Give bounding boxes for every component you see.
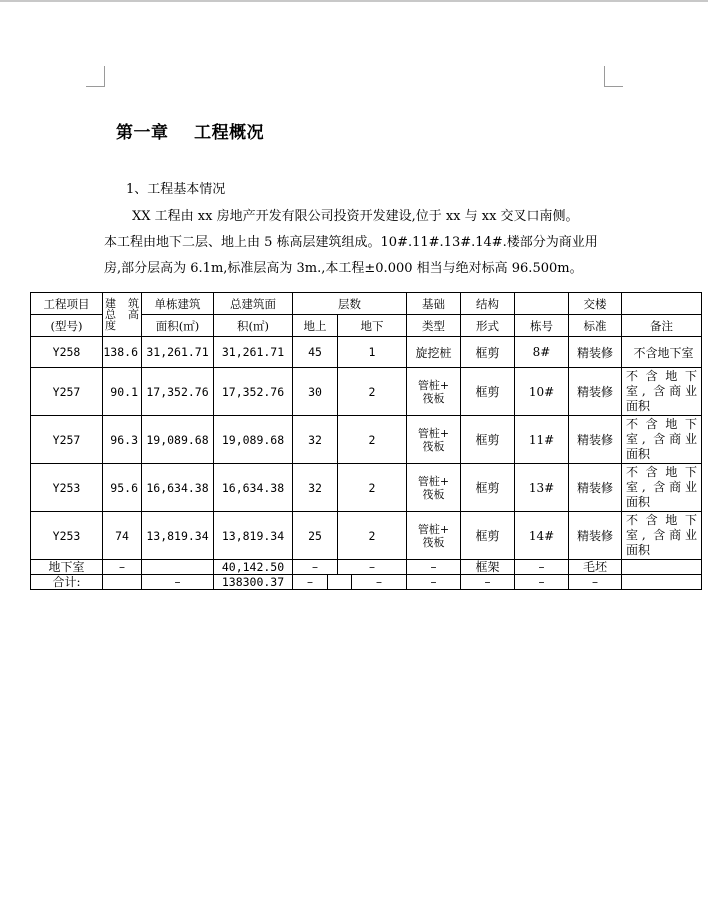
cell-foundation: –	[407, 575, 461, 590]
overview-paragraph	[104, 204, 614, 282]
cell-unit-area: 31,261.71	[142, 337, 214, 368]
cell-below: 2	[338, 416, 407, 464]
cell-total-area: 40,142.50	[214, 560, 293, 575]
cell-foundation: 管桩+ 筏板	[407, 368, 461, 416]
header-above-ground: 地上	[293, 315, 338, 337]
cell-structure: 框剪	[461, 464, 515, 512]
cell-height: 96.3	[103, 416, 142, 464]
header-structure: 结构	[461, 293, 515, 315]
header-unit-area-unit: 面积(㎡)	[142, 315, 214, 337]
cell-foundation: 管桩+ 筏板	[407, 512, 461, 560]
cell-total-area: 138300.37	[214, 575, 293, 590]
cell-below: 2	[338, 512, 407, 560]
header-height: 建 筑 总 高 度	[103, 293, 142, 337]
cell-project: Y253	[31, 464, 103, 512]
cell-structure: 框剪	[461, 416, 515, 464]
cell-height: 90.1	[103, 368, 142, 416]
cell-total-area: 31,261.71	[214, 337, 293, 368]
cell-delivery: 精装修	[569, 337, 622, 368]
cell-above: 30	[293, 368, 338, 416]
header-project-type: (型号)	[31, 315, 103, 337]
cell-foundation: 管桩+ 筏板	[407, 416, 461, 464]
cell-building: –	[515, 560, 569, 575]
header-delivery-standard: 标准	[569, 315, 622, 337]
cell-total-area: 13,819.34	[214, 512, 293, 560]
cell-remarks	[622, 575, 702, 590]
cell-structure: –	[461, 575, 515, 590]
cell-project: 合计:	[31, 575, 103, 590]
header-building-blank	[515, 293, 569, 315]
cell-below: –	[338, 560, 407, 575]
table-row	[31, 416, 702, 464]
header-floors: 层数	[293, 293, 407, 315]
cell-height	[103, 575, 142, 590]
cell-above: 32	[293, 464, 338, 512]
cell-structure: 框架	[461, 560, 515, 575]
crop-mark-right	[604, 66, 623, 87]
cell-height: 74	[103, 512, 142, 560]
cell-unit-area: 19,089.68	[142, 416, 214, 464]
header-foundation-type: 类型	[407, 315, 461, 337]
cell-building: 13#	[515, 464, 569, 512]
header-remarks-blank	[622, 293, 702, 315]
cell-above: 25	[293, 512, 338, 560]
cell-height: 138.6	[103, 337, 142, 368]
cell-project: Y253	[31, 512, 103, 560]
cell-unit-area: –	[142, 575, 214, 590]
cell-total-area: 19,089.68	[214, 416, 293, 464]
cell-foundation: –	[407, 560, 461, 575]
cell-building: 8#	[515, 337, 569, 368]
project-table	[30, 292, 702, 590]
header-below-ground: 地下	[338, 315, 407, 337]
cell-above: 32	[293, 416, 338, 464]
header-project: 工程项目	[31, 293, 103, 315]
header-building-no: 栋号	[515, 315, 569, 337]
cell-remarks: 不 含 地 下 室, 含商业 面积	[622, 368, 702, 416]
table-row	[31, 368, 702, 416]
paragraph-line: 房,部分层高为 6.1m,标准层高为 3m.,本工程±0.000 相当与绝对标高 96.500m。	[104, 261, 583, 276]
cell-total-area: 17,352.76	[214, 368, 293, 416]
cell-height: 95.6	[103, 464, 142, 512]
cell-above: –	[293, 575, 328, 590]
cell-below: –	[352, 575, 407, 590]
table-row	[31, 464, 702, 512]
header-delivery: 交楼	[569, 293, 622, 315]
cell-extra	[328, 575, 352, 590]
cell-structure: 框剪	[461, 368, 515, 416]
header-remarks: 备注	[622, 315, 702, 337]
paragraph-line: XX 工程由 xx 房地产开发有限公司投资开发建设,位于 xx 与 xx 交叉口南侧。	[132, 209, 579, 224]
cell-project: Y257	[31, 416, 103, 464]
cell-remarks: 不 含 地 下 室, 含商业 面积	[622, 416, 702, 464]
cell-delivery: 精装修	[569, 368, 622, 416]
cell-structure: 框剪	[461, 512, 515, 560]
cell-unit-area: 16,634.38	[142, 464, 214, 512]
cell-unit-area: 13,819.34	[142, 512, 214, 560]
cell-delivery: 精装修	[569, 512, 622, 560]
cell-remarks: 不 含 地 下 室, 含商业 面积	[622, 464, 702, 512]
cell-project: Y257	[31, 368, 103, 416]
cell-building: 10#	[515, 368, 569, 416]
paragraph-line: 本工程由地下二层、地上由 5 栋高层建筑组成。10#.11#.13#.14#.楼部分为商业用	[104, 235, 598, 250]
cell-delivery: 精装修	[569, 416, 622, 464]
cell-height: –	[103, 560, 142, 575]
table-row-basement	[31, 560, 702, 575]
cell-project: Y258	[31, 337, 103, 368]
chapter-title: 第一章 工程概况	[116, 123, 265, 143]
cell-structure: 框剪	[461, 337, 515, 368]
cell-delivery: 毛坯	[569, 560, 622, 575]
cell-foundation: 管桩+ 筏板	[407, 464, 461, 512]
table-header-row	[31, 293, 702, 315]
cell-total-area: 16,634.38	[214, 464, 293, 512]
header-foundation: 基础	[407, 293, 461, 315]
cell-delivery: 精装修	[569, 464, 622, 512]
crop-mark-left	[86, 66, 105, 87]
section-heading: 1、工程基本情况	[126, 182, 226, 197]
cell-building: 11#	[515, 416, 569, 464]
page-top-border	[0, 0, 708, 2]
cell-below: 2	[338, 368, 407, 416]
cell-unit-area: 17,352.76	[142, 368, 214, 416]
cell-project: 地下室	[31, 560, 103, 575]
header-unit-area: 单栋建筑	[142, 293, 214, 315]
cell-building: 14#	[515, 512, 569, 560]
cell-building: –	[515, 575, 569, 590]
cell-remarks	[622, 560, 702, 575]
cell-above: 45	[293, 337, 338, 368]
table-row	[31, 337, 702, 368]
cell-delivery: –	[569, 575, 622, 590]
header-total-area-unit: 积(㎡)	[214, 315, 293, 337]
cell-above: –	[293, 560, 338, 575]
cell-foundation: 旋挖桩	[407, 337, 461, 368]
cell-below: 1	[338, 337, 407, 368]
cell-remarks: 不含地下室	[622, 337, 702, 368]
table-row	[31, 512, 702, 560]
header-structure-form: 形式	[461, 315, 515, 337]
table-row-total	[31, 575, 702, 590]
header-total-area: 总建筑面	[214, 293, 293, 315]
cell-remarks: 不 含 地 下 室, 含商业 面积	[622, 512, 702, 560]
cell-unit-area	[142, 560, 214, 575]
cell-below: 2	[338, 464, 407, 512]
